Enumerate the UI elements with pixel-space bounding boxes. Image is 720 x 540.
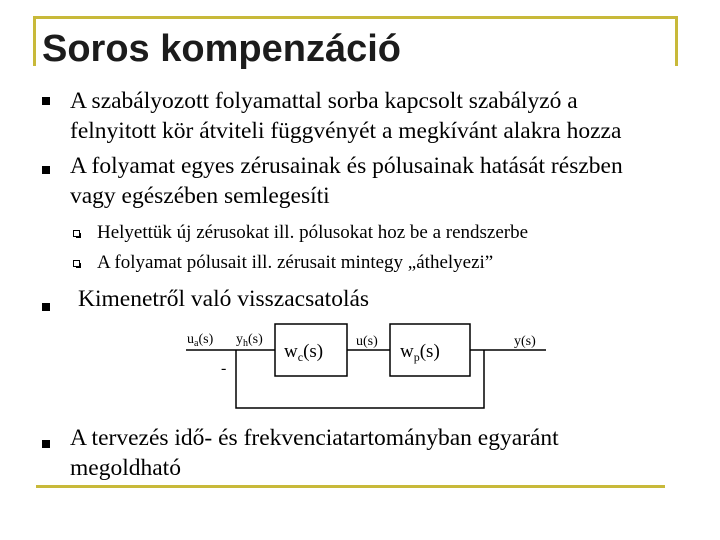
- controller-label: $w_c(s)$: [284, 341, 324, 364]
- bullet-2-line-1: A folyamat egyes zérusainak és pólusainak hatását részben: [70, 153, 623, 179]
- sub-bullet-2: A folyamat pólusait ill. zérusait mintegy „áthelyezi”: [97, 252, 494, 273]
- bullet-2-line-2: vagy egészében semlegesíti: [70, 183, 330, 209]
- output-signal-label: y(s): [514, 334, 536, 349]
- bottom-divider: [36, 485, 665, 488]
- sub-bullet-1: Helyettük új zérusokat ill. pólusokat hoz be a rendszerbe: [97, 222, 529, 243]
- feedback-minus-sign: -: [221, 360, 227, 377]
- bullet-1-line-2: felnyitott kör átviteli függvényét a megkívánt alakra hozza: [70, 118, 622, 144]
- bullet-1-line-1: A szabályozott folyamattal sorba kapcsolt szabályzó a: [70, 88, 578, 114]
- bullet-4-line-1: A tervezés idő- és frekvenciatartományban egyaránt: [70, 425, 559, 451]
- bullet-marker: [42, 440, 50, 448]
- error-signal-label: $y_h(s)$: [236, 332, 263, 349]
- bullet-4-line-2: megoldható: [70, 455, 181, 481]
- input-signal-label: $u_a(s)$: [187, 332, 214, 349]
- plant-label: $w_p(s)$: [400, 341, 440, 364]
- bullet-3-line-1: Kimenetről való visszacsatolás: [78, 286, 370, 312]
- feedback-path-line: [236, 350, 484, 408]
- control-signal-label: u(s): [356, 334, 378, 349]
- page-title: Soros kompenzáció: [42, 28, 401, 70]
